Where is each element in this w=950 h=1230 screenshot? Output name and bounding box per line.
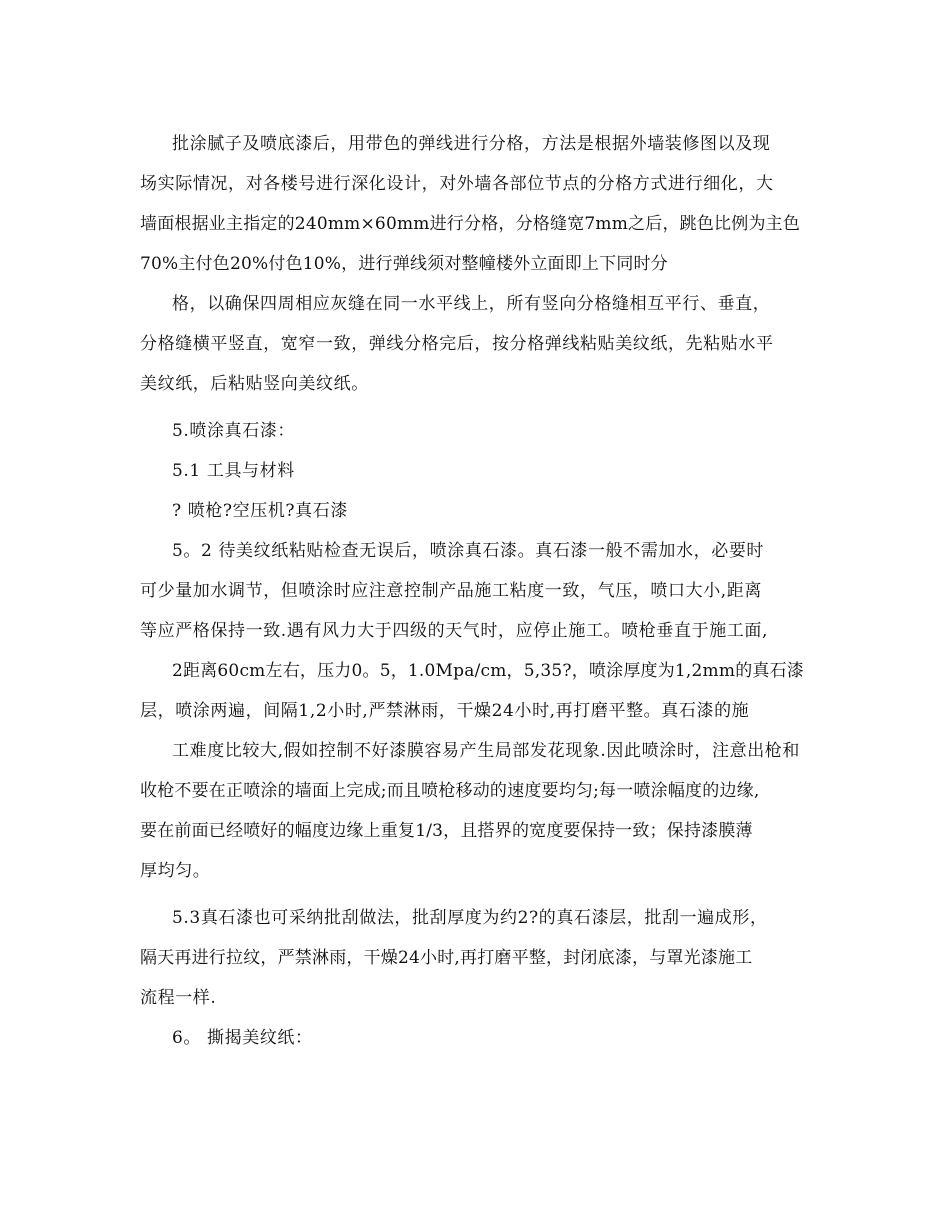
list-item: ? 喷枪?空压机?真石漆	[172, 501, 348, 521]
paragraph-line: 2距离60cm左右，压力0。5，1.0Mpa/cm，5,35?，喷涂厚度为1,2mm的真石漆	[172, 661, 804, 681]
paragraph-line: 格，以确保四周相应灰缝在同一水平线上，所有竖向分格缝相互平行、垂直，	[172, 294, 771, 314]
paragraph-line: 收枪不要在正喷涂的墙面上完成;而且喷枪移动的速度要均匀;每一喷涂幅度的边缘,	[140, 781, 760, 801]
paragraph-line: 厚均匀。	[140, 861, 211, 881]
paragraph-line: 场实际情况，对各楼号进行深化设计，对外墙各部位节点的分格方式进行细化，大	[140, 174, 774, 194]
paragraph-line: 墙面根据业主指定的240mm×60mm进行分格，分格缝宽7mm之后，跳色比例为主色	[140, 214, 801, 234]
section-heading: 5.喷涂真石漆：	[172, 421, 296, 441]
paragraph-line: 可少量加水调节，但喷涂时应注意控制产品施工粘度一致，气压，喷口大小,距离	[140, 581, 763, 601]
paragraph-line: 分格缝横平竖直，宽窄一致，弹线分格完后，按分格弹线粘贴美纹纸，先粘贴水平	[140, 334, 774, 354]
paragraph-line: 工难度比较大,假如控制不好漆膜容易产生局部发花现象.因此喷涂时，注意出枪和	[172, 741, 801, 761]
paragraph-line: 隔天再进行拉纹，严禁淋雨，干燥24小时,再打磨平整，封闭底漆，与罩光漆施工	[140, 948, 753, 968]
paragraph-line: 层，喷涂两遍，间隔1,2小时,严禁淋雨，干燥24小时,再打磨平整。真石漆的施	[140, 701, 750, 721]
paragraph-line: 5。2 待美纹纸粘贴检查无误后，喷涂真石漆。真石漆一般不需加水，必要时	[172, 541, 765, 561]
paragraph-line: 流程一样.	[140, 988, 217, 1008]
paragraph-line: 要在前面已经喷好的幅度边缘上重复1/3，且搭界的宽度要保持一致；保持漆膜薄	[140, 821, 753, 841]
subsection-heading: 5.1 工具与材料	[172, 461, 295, 481]
section-heading: 6。 撕揭美纹纸：	[172, 1028, 313, 1048]
paragraph-line: 等应严格保持一致.遇有风力大于四级的天气时，应停止施工。喷枪垂直于施工面,	[140, 621, 769, 641]
paragraph-line: 5.3真石漆也可采纳批刮做法，批刮厚度为约2?的真石漆层，批刮一遍成形，	[172, 908, 768, 928]
paragraph-line: 美纹纸，后粘贴竖向美纹纸。	[140, 374, 369, 394]
paragraph-line: 70%主付色20%付色10%，进行弹线须对整幢楼外立面即上下同时分	[140, 254, 668, 274]
paragraph-line: 批涂腻子及喷底漆后，用带色的弹线进行分格，方法是根据外墙装修图以及现	[172, 134, 771, 154]
